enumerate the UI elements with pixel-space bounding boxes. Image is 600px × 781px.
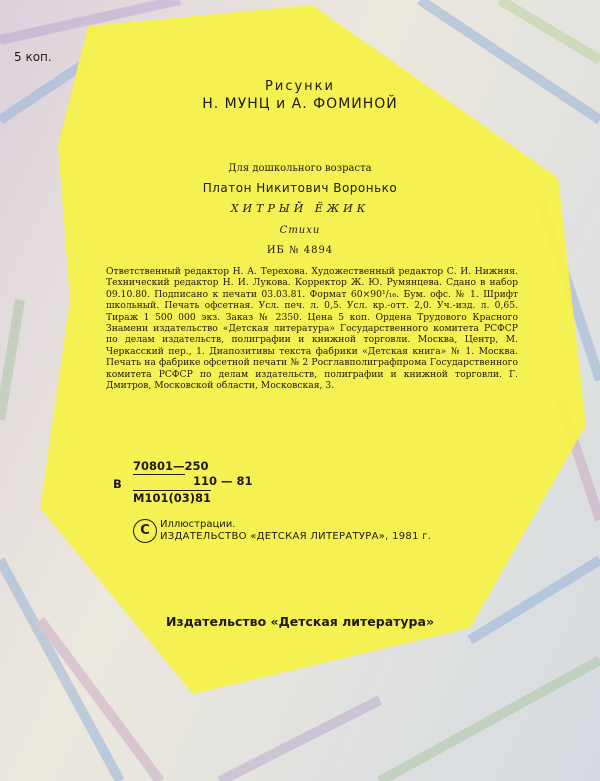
code-top: 70801—250 [133, 459, 209, 473]
genre: Стихи [279, 225, 321, 236]
publisher: Издательство «Детская литература» [165, 614, 435, 629]
credits-label: Рисунки [265, 79, 335, 94]
ib-number: ИБ № 4894 [266, 245, 334, 256]
code-letter: В [113, 477, 122, 491]
copyright-icon: C [133, 519, 157, 543]
code-right: 110 — 81 [193, 474, 253, 488]
copyright-line-1: Иллюстрации. [160, 519, 236, 530]
age-group: Для дошкольного возраста [228, 163, 372, 174]
copyright-line-2: ИЗДАТЕЛЬСТВО «ДЕТСКАЯ ЛИТЕРАТУРА», 1981 г. [160, 531, 432, 542]
fraction-line [133, 474, 185, 475]
author: Платон Никитович Воронько [202, 181, 398, 195]
code-bottom: М101(03)81 [133, 491, 211, 505]
illustrators: Н. МУНЦ и А. ФОМИНОЙ [202, 96, 398, 112]
imprint-text: Ответственный редактор Н. А. Терехова. Художественный редактор С. И. Нижняя. Технический редактор Н. И. Лукова. Корректор Ж. Ю. Румянцева. Сдано в набор 09.10.80. Подписано к печати 03.03.81. Формат 60×90¹/₁₆. Бум. офс. № 1. Шрифт школьный. Печать офсетная. Усл. печ. л. 0,5. Усл. кр.-отт. 2,0. Уч.-изд. л. 0,65. Тираж 1 500 000 экз. Заказ № 2350. Цена 5 коп. Ордена Трудового Красного Знамени издательство «Детская литература» Государственного комитета РСФСР по делам издательств, полиграфии и книжной торговли. Москва, Центр, М. Черкасский пер., 1. Диапозитивы текста фабрики «Детская книга» № 1. Москва. Печать на фабрике офсетной печати № 2 Росглавполиграфпрома Государственного комитета РСФСР по делам издательств, полиграфии и книжной торговли. Г. Дмитров, Московской области, Московская, 3. [106, 266, 518, 392]
price: 5 коп. [14, 50, 52, 64]
book-title: ХИТРЫЙ ЁЖИК [230, 202, 370, 215]
